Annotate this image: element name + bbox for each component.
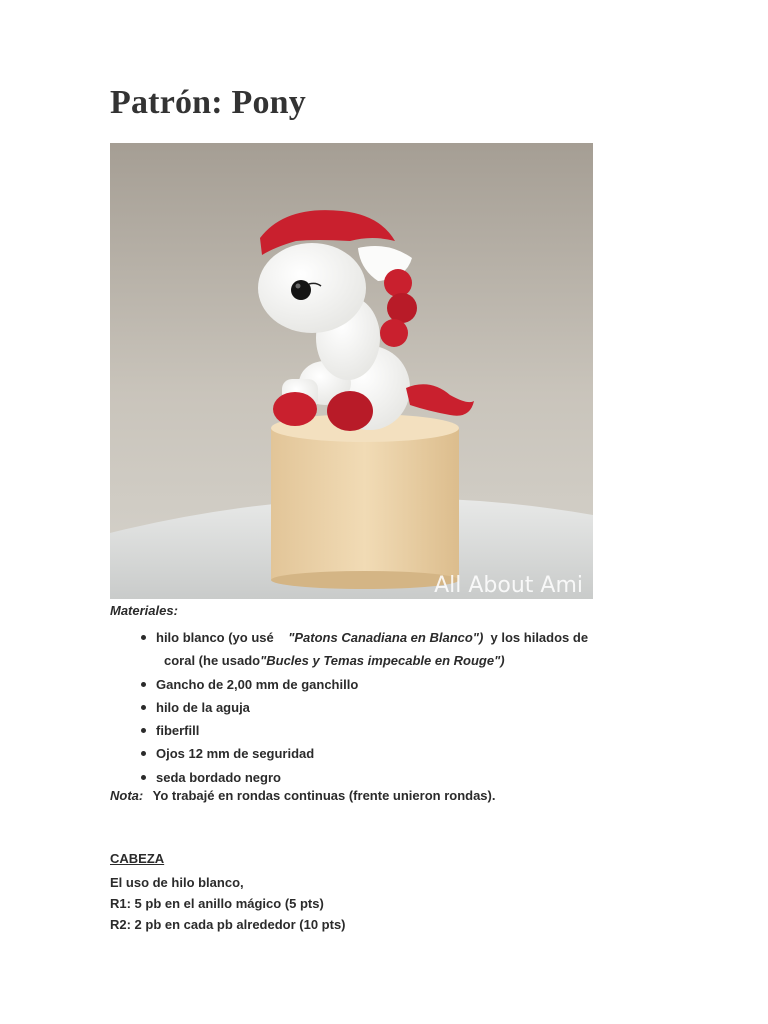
pattern-line: El uso de hilo blanco,	[110, 875, 244, 890]
amigurumi-pony-illustration	[110, 143, 593, 599]
note-text: Yo trabajé en rondas continuas (frente unieron rondas).	[152, 788, 496, 803]
watermark-text: All About Ami	[434, 573, 583, 598]
note	[110, 788, 495, 803]
list-item: Ojos 12 mm de seguridad	[110, 742, 670, 765]
list-item: hilo de la aguja	[110, 696, 670, 719]
pattern-lines	[110, 872, 346, 935]
material-text: y los hilados de	[490, 630, 589, 645]
material-text: coral (he usado	[164, 653, 261, 669]
list-item	[110, 626, 670, 673]
material-continuation	[156, 649, 670, 672]
pony-photo	[110, 143, 593, 599]
material-text-italic: "Patons Canadiana en Blanco")	[288, 630, 484, 645]
list-item: seda bordado negro	[110, 766, 670, 789]
materials-heading: Materiales:	[110, 603, 178, 618]
list-item: Gancho de 2,00 mm de ganchillo	[110, 673, 670, 696]
list-item: fiberfill	[110, 719, 670, 742]
material-text-italic: "Bucles y Temas impecable en Rouge")	[260, 653, 505, 669]
material-text: hilo blanco (yo usé	[156, 630, 274, 645]
section-heading-cabeza: CABEZA	[110, 851, 165, 866]
pattern-line: R1: 5 pb en el anillo mágico (5 pts)	[110, 896, 324, 911]
pattern-line: R2: 2 pb en cada pb alrededor (10 pts)	[110, 917, 346, 932]
materials-list	[110, 626, 670, 789]
page-title: Patrón: Pony	[110, 84, 306, 121]
note-label: Nota:	[110, 788, 144, 803]
